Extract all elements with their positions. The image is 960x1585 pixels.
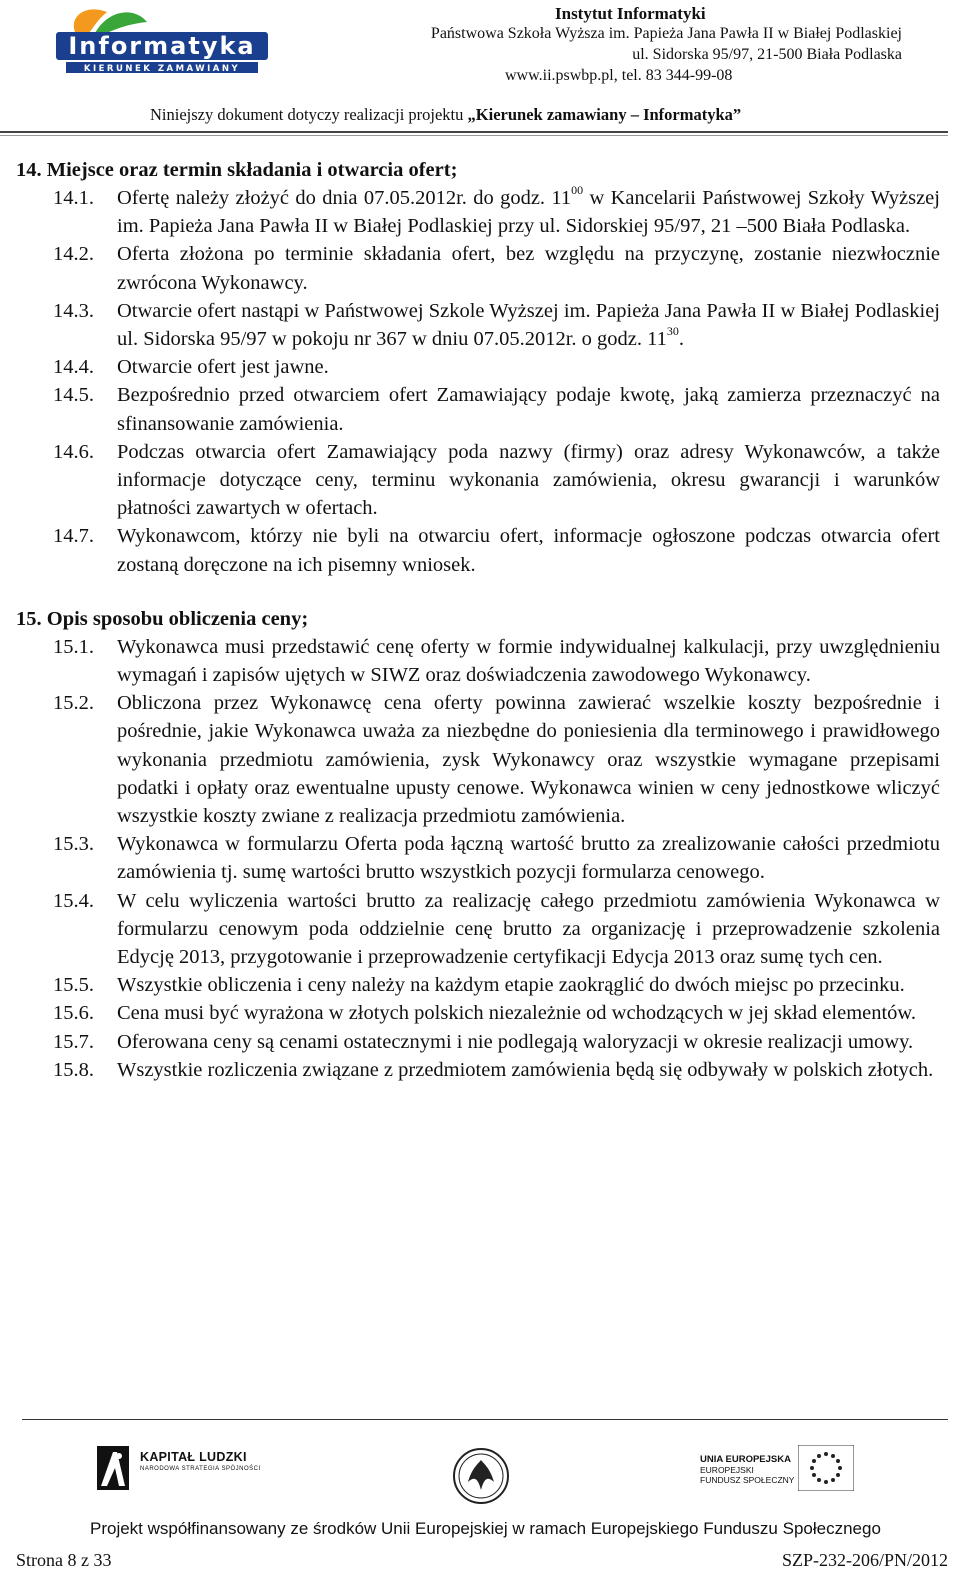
kapital-ludzki-icon: [97, 1446, 137, 1495]
list-item: [16, 1028, 940, 1056]
item-number: 14.7.: [53, 525, 94, 548]
ue-line-1: UNIA EUROPEJSKA: [700, 1454, 791, 1465]
item-text: W celu wyliczenia wartości brutto za realizację całego przedmiotu zamówienia Wykonawca w formularzu cenowym poda oddzielnie cenę brutto za organizację i przeprowadzenie szkolenia Edycję 2013, przygotowanie i przeprowadzenie certyfikacji Edycja 2013 oraz sumę tych cen.: [117, 889, 940, 969]
item-text: Wykonawcom, którzy nie byli na otwarciu ofert, informacje ogłoszone podczas otwarcia ofert zostaną doręczone na ich pisemny wniosek.: [117, 525, 940, 576]
list-item: [16, 353, 940, 381]
list-item: [16, 184, 940, 240]
item-number: 14.3.: [53, 299, 94, 322]
item-text: Obliczona przez Wykonawcę cena oferty powinna zawierać wszelkie koszty bezpośrednie i pośrednie, jakie Wykonawca uważa za niezbędne do poniesienia dla terminowego i prawidłowego wykonania przedmiotu zamówienia, zysk Wykonawcy oraz wszystkie wymagane przepisami podatki i opłaty oraz ewentualne upusty cenowe. Wykonawca winien w ceny jednostkowe wliczyć wszystkie koszty zwiane z realizacja przedmiotu zamówienia.: [117, 692, 940, 828]
list-item: [16, 522, 940, 578]
document-code: SZP-232-206/PN/2012: [781, 1550, 948, 1570]
item-text: Oferta złożona po terminie składania ofert, bez względu na przyczynę, zostanie niezwłocznie zwrócona Wykonawcy.: [117, 243, 940, 294]
kapital-ludzki-subtitle: NARODOWA STRATEGIA SPÓJNOŚCI: [140, 1466, 261, 1472]
project-name: „Kierunek zamawiany – Informatyka”: [467, 105, 742, 124]
item-number: 14.4.: [53, 356, 94, 379]
item-text: Wykonawca musi przedstawić cenę oferty w formie indywidualnej kalkulacji, przy uwzględnieniu wymagań i zapisów ujętych w SIWZ oraz doświadczenia zawodowego Wykonawcy.: [117, 635, 940, 687]
item-text: Ofertę należy złożyć do dnia 07.05.2012r. do godz. $11^{00}$ w Kancelarii Państwowej Szkoły Wyższej im. Papieża Jana Pawła II w Białej Podlaskiej przy ul. Sidorskiej 95/97, 21 –500 Biała Podlaska.: [117, 183, 940, 238]
logo-subtitle: KIERUNEK ZAMAWIANY: [83, 64, 241, 74]
section-14: [16, 156, 940, 579]
section-title: 15. Opis sposobu obliczenia ceny;: [16, 607, 309, 630]
kapital-ludzki-title: KAPITAŁ LUDZKI: [140, 1450, 247, 1464]
item-text: Wszystkie obliczenia i ceny należy na każdym etapie zaokrąglić do dwóch miejsc po przecinku.: [117, 974, 905, 997]
list-item: [16, 381, 940, 437]
ue-line-2: EUROPEJSKI: [700, 1465, 754, 1475]
informatyka-logo: [52, 2, 270, 78]
page-header: [0, 0, 960, 134]
school-address: ul. Sidorska 95/97, 21-500 Biała Podlaska: [632, 46, 902, 63]
item-number: 15.2.: [53, 692, 94, 715]
item-number: 15.6.: [53, 1002, 94, 1025]
item-number: 15.1.: [53, 635, 94, 658]
footer-divider: [22, 1419, 948, 1420]
list-item: [16, 830, 940, 886]
list-item: [16, 1056, 940, 1084]
school-name: Państwowa Szkoła Wyższa im. Papieża Jana Pawła II w Białej Podlaskiej: [430, 25, 902, 42]
list-item: [16, 240, 940, 296]
item-number: 15.4.: [53, 889, 94, 912]
section-title: 14. Miejsce oraz termin składania i otwarcia ofert;: [16, 159, 458, 181]
list-item: [16, 297, 940, 353]
item-text: Oferowana ceny są cenami ostatecznymi i nie podlegają waloryzacji w okresie realizacji umowy.: [117, 1030, 914, 1053]
list-item: [16, 999, 940, 1027]
list-item: [16, 689, 940, 830]
section-15: [16, 605, 940, 1084]
item-text: Wykonawca w formularzu Oferta poda łączną wartość brutto za zrealizowanie całości przedmiotu zamówienia tj. sumę wartości brutto wszystkich pozycji formularza cenowego.: [117, 833, 940, 884]
list-item: [16, 438, 940, 523]
item-text: Otwarcie ofert jest jawne.: [117, 356, 329, 379]
page-number: Strona 8 z 33: [16, 1550, 112, 1570]
item-text: Podczas otwarcia ofert Zamawiający poda nazwy (firmy) oraz adresy Wykonawców, a także informacje dotyczące ceny, terminu wykonania zamówienia, okresu gwarancji i warunków płatności zawartych w ofertach.: [117, 440, 940, 520]
institute-name: Instytut Informatyki: [555, 4, 706, 23]
item-number: 15.8.: [53, 1058, 94, 1081]
eagle-emblem-icon: [452, 1446, 510, 1511]
item-text: Bezpośrednio przed otwarciem ofert Zamawiający podaje kwotę, jaką zamierza przeznaczyć na sfinansowanie zamówienia.: [117, 384, 940, 435]
item-number: 14.5.: [53, 384, 94, 407]
project-prefix: Niniejszy dokument dotyczy realizacji projektu: [150, 105, 468, 124]
item-text: Otwarcie ofert nastąpi w Państwowej Szkole Wyższej im. Papieża Jana Pawła II w Białej Podlaskiej ul. Sidorska 95/97 w pokoju nr 367 w dniu 07.05.2012r. o godz. $11^{30}$.: [117, 299, 940, 351]
project-line: [150, 105, 741, 125]
header-divider: [0, 131, 948, 133]
school-contact: www.ii.pswbp.pl, tel. 83 344-99-08: [505, 67, 733, 84]
cofinancing-note: Projekt współfinansowany ze środków Unii Europejskiej w ramach Europejskiego Funduszu Społecznego: [90, 1519, 881, 1538]
document-body: [16, 156, 940, 1084]
header-divider-thin: [0, 135, 948, 136]
item-number: 14.6.: [53, 440, 94, 463]
logo-title: Informatyka: [68, 32, 256, 60]
item-number: 14.1.: [53, 187, 94, 209]
ue-line-3: FUNDUSZ SPOŁECZNY: [700, 1475, 795, 1485]
item-number: 14.2.: [53, 243, 94, 266]
list-item: [16, 887, 940, 972]
item-number: 15.3.: [53, 833, 94, 856]
item-number: 15.5.: [53, 974, 94, 997]
ue-label: [700, 1455, 794, 1485]
eu-flag-icon: [798, 1445, 854, 1496]
item-text: Cena musi być wyrażona w złotych polskich niezależnie od wchodzących w jej skład elementów.: [117, 1002, 917, 1025]
item-text: Wszystkie rozliczenia związane z przedmiotem zamówienia będą się odbywały w polskich złotych.: [117, 1058, 934, 1081]
list-item: [16, 633, 940, 689]
list-item: [16, 971, 940, 999]
item-number: 15.7.: [53, 1030, 94, 1053]
